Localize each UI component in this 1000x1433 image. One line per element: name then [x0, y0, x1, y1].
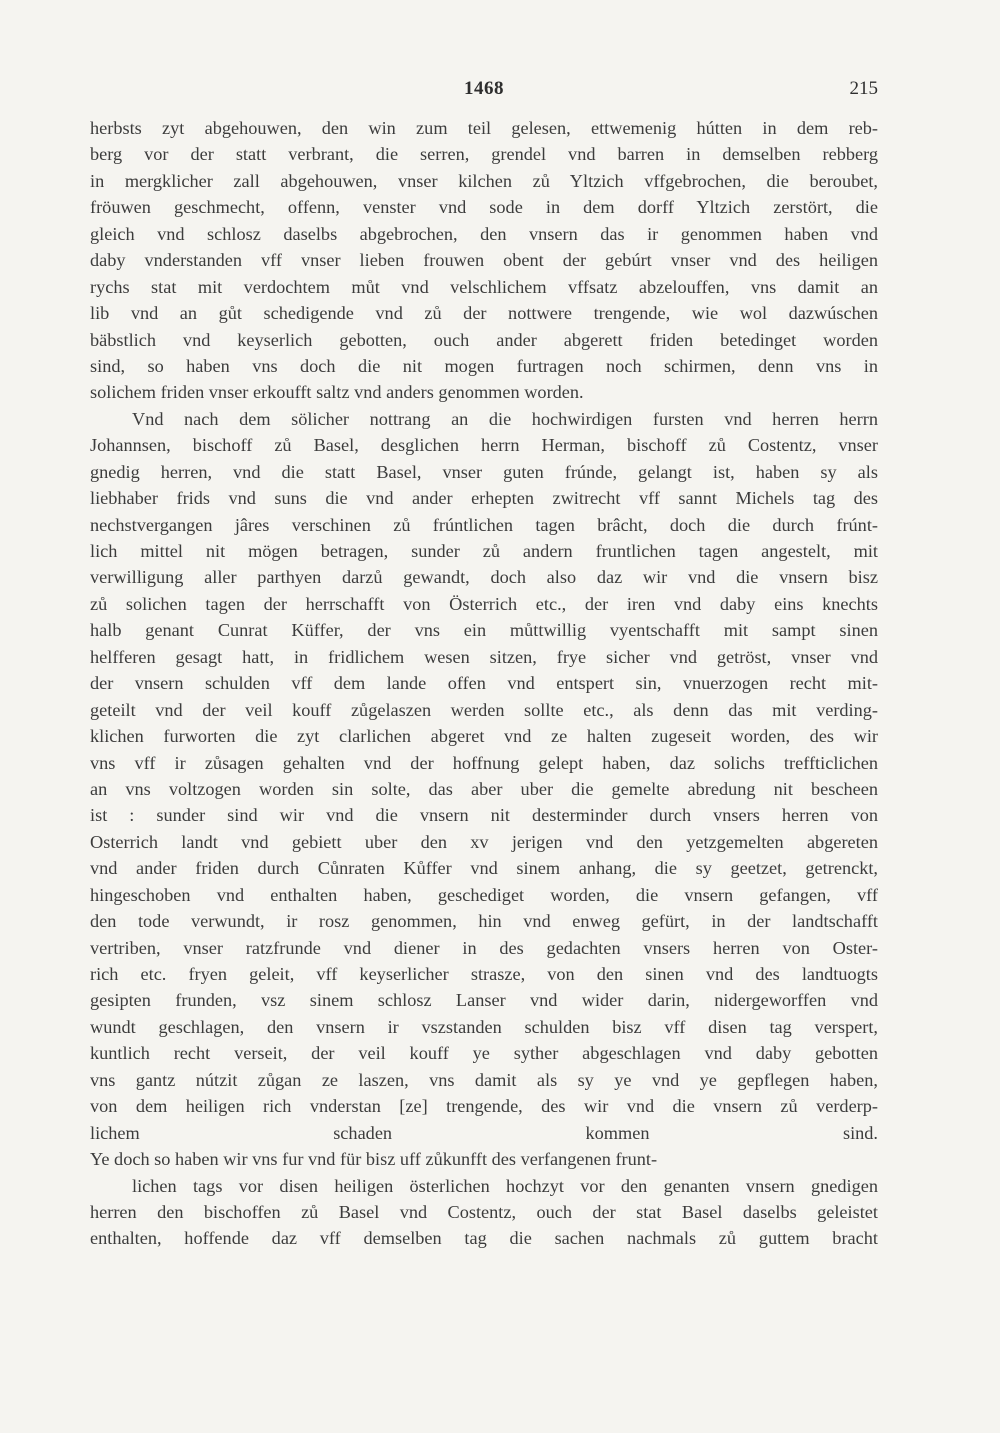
text-line: enthalten, hoffende daz vff demselben tag die sachen nachmals zů guttem bracht	[90, 1228, 878, 1249]
text-line: vnd ander friden durch Cůnraten Kůffer vnd sinem anhang, die sy geetzet, getrenckt,	[90, 858, 878, 879]
text-line: lib vnd an gůt schedigende vnd zů der nottwere trengende, wie wol dazwúschen	[90, 303, 878, 324]
text-line: Vnd nach dem sölicher nottrang an die hochwirdigen fursten vnd herren herrn	[132, 408, 878, 429]
text-line: von dem heiligen rich vnderstan [ze] trengende, des wir vnd die vnsern zů verderp-	[90, 1096, 878, 1117]
text-line: lichem schaden kommen sind.	[90, 1122, 878, 1143]
text-line: klichen furworten die zyt clarlichen abgeret vnd ze halten zugeseit worden, des wir	[90, 726, 878, 747]
text-line: nechstvergangen jâres verschinen zů frúntlichen tagen brâcht, doch die durch frúnt-	[90, 514, 878, 535]
text-line: rich etc. fryen geleit, vff keyserlicher strasze, von den sinen vnd des landtuogts	[90, 964, 878, 984]
text-line: sind, so haben vns doch die nit mogen furtragen noch schirmen, denn vns in	[90, 355, 878, 376]
text-line: wundt geschlagen, den vnsern ir vszstanden schulden bisz vff disen tag verspert,	[90, 1016, 878, 1037]
text-line: halb genant Cunrat Küffer, der vns ein můttwillig vyentschafft mit sampt sinen	[90, 620, 878, 641]
text-line: helfferen gesagt hatt, in fridlichem wesen sitzen, frye sicher vnd getröst, vnser vnd	[90, 646, 878, 667]
body-text	[90, 115, 878, 1278]
running-head	[90, 78, 878, 102]
text-line: vns gantz nútzit zůgan ze laszen, vns damit als sy ye vnd ye gepflegen haben,	[90, 1069, 878, 1090]
text-line: den tode verwundt, ir rosz genommen, hin vnd enweg gefürt, in der landtschafft	[90, 911, 878, 932]
text-line: hingeschoben vnd enthalten haben, geschediget worden, die vnsern gefangen, vff	[90, 884, 878, 905]
text-line: daby vnderstanden vff vnser lieben frouwen obent der gebúrt vnser vnd des heiligen	[90, 250, 878, 271]
text-line: ist : sunder sind wir vnd die vnsern nit desterminder durch vnsers herren von	[90, 805, 878, 826]
text-line: liebhaber frids vnd suns die vnd ander erhepten zwitrecht vff sannt Michels tag des	[90, 488, 878, 509]
text-line: Johannsen, bischoff zů Basel, desglichen herrn Herman, bischoff zů Costentz, vnser	[90, 435, 878, 456]
text-line: verwilligung aller parthyen darzů gewandt, doch also daz wir vnd die vnsern bisz	[90, 567, 878, 588]
text-line: herbsts zyt abgehouwen, den win zum teil gelesen, ettwemenig hútten in dem reb-	[90, 118, 878, 138]
text-line: der vnsern schulden vff dem lande offen vnd entspert sin, vnuerzogen recht mit-	[90, 673, 878, 694]
text-line: gleich vnd schlosz daselbs abgebrochen, den vnsern das ir genommen haben vnd	[90, 223, 878, 244]
page-number: 215	[849, 78, 878, 99]
text-line: Ye doch so haben wir vns fur vnd für bisz uff zůkunfft des verfangenen frunt-	[90, 1149, 658, 1170]
page-year-heading: 1468	[464, 78, 504, 99]
text-line: Osterrich landt vnd gebiett uber den xv jerigen vnd den yetzgemelten abgereten	[90, 831, 878, 852]
text-line: an vns voltzogen worden sin solte, das aber uber die gemelte abredung nit bescheen	[90, 778, 878, 799]
text-line: gnedig herren, vnd die statt Basel, vnser guten frúnde, gelangt ist, haben sy als	[90, 461, 878, 482]
text-line: lichen tags vor disen heiligen österlichen hochzyt vor den genanten vnsern gnedigen	[132, 1175, 878, 1196]
text-line: vertriben, vnser ratzfrunde vnd diener in des gedachten vnsers herren von Oster-	[90, 937, 878, 958]
text-line: gesipten frunden, vsz sinem schlosz Lanser vnd wider darin, nidergeworffen vnd	[90, 990, 878, 1011]
text-line: rychs stat mit verdochtem můt vnd velschlichem vffsatz abzelouffen, vns damit an	[90, 276, 878, 297]
text-line: geteilt vnd der veil kouff zůgelaszen werden sollte etc., als denn das mit verding-	[90, 699, 878, 720]
text-line: fröuwen geschmecht, offenn, venster vnd sode in dem dorff Yltzich zerstört, die	[90, 197, 878, 218]
text-line: vns vff ir zůsagen gehalten vnd der hoffnung gelept haben, daz solichs treffticlichen	[90, 752, 878, 773]
text-line	[90, 1252, 878, 1278]
text-line: lich mittel nit mögen betragen, sunder zů andern fruntlichen tagen angestelt, mit	[90, 541, 878, 561]
text-line: herren den bischoffen zů Basel vnd Costentz, ouch der stat Basel daselbs geleistet	[90, 1201, 878, 1222]
text-line: zů solichen tagen der herrschafft von Österrich etc., der iren vnd daby eins knechts	[90, 593, 878, 614]
text-line: in mergklicher zall abgehouwen, vnser kilchen zů Yltzich vffgebrochen, die beroubet,	[90, 170, 878, 191]
text-line: bäbstlich vnd keyserlich gebotten, ouch ander abgerett friden betedinget worden	[90, 329, 878, 350]
text-line: berg vor der statt verbrant, die serren, grendel vnd barren in demselben rebberg	[90, 144, 878, 165]
text-line: solichem friden vnser erkoufft saltz vnd anders genommen worden.	[90, 382, 584, 403]
text-line: kuntlich recht verseit, der veil kouff ye syther abgeschlagen vnd daby gebotten	[90, 1043, 878, 1064]
